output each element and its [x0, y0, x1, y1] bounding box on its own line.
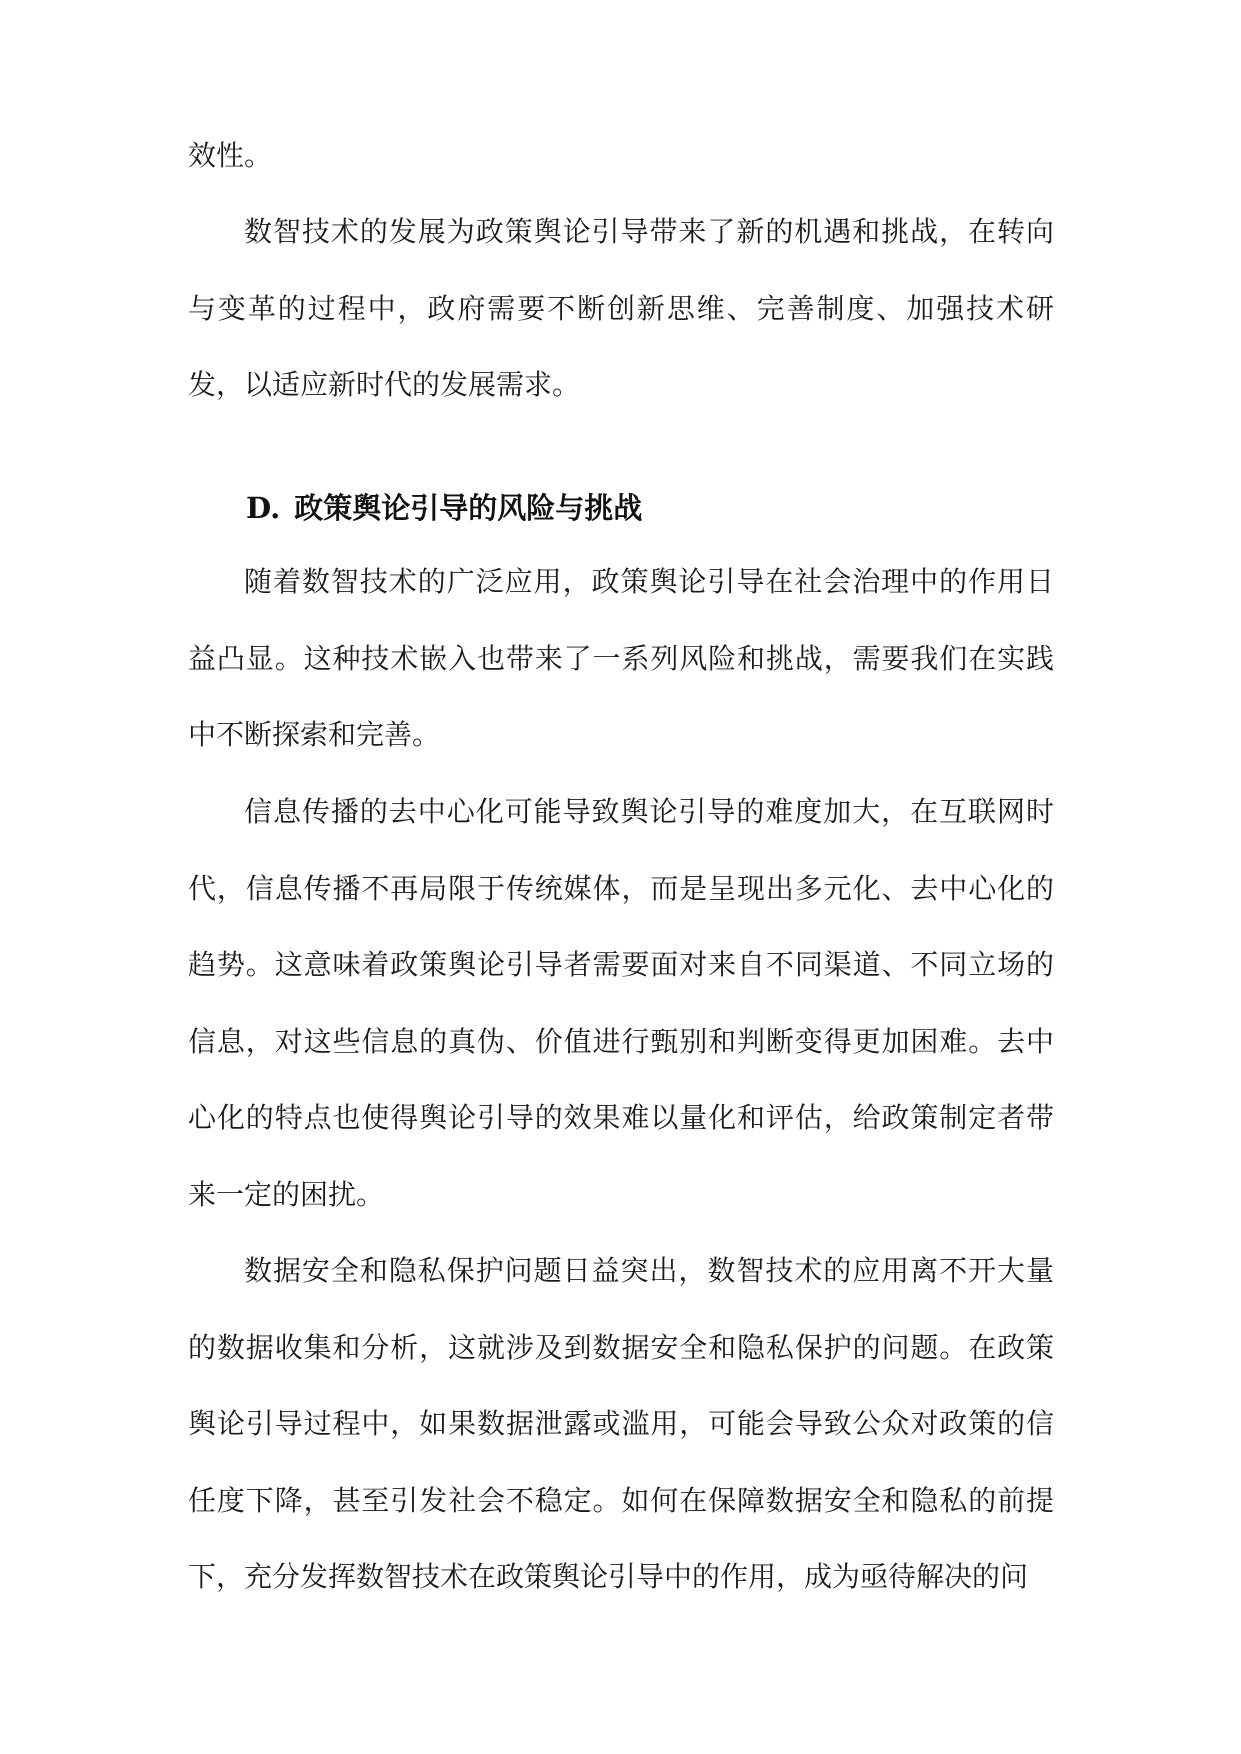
section-number: D.	[246, 491, 281, 525]
paragraph-decentralization: 信息传播的去中心化可能导致舆论引导的难度加大，在互联网时代，信息传播不再局限于传统媒体，而是呈现出多元化、去中心化的趋势。这意味着政策舆论引导者需要面对来自不同渠道、不同立场的信息，对这些信息的真伪、价值进行甄别和判断变得更加困难。去中心化的特点也使得舆论引导的效果难以量化和评估，给政策制定者带来一定的困扰。	[188, 795, 1054, 1211]
section-title: 政策舆论引导的风险与挑战	[294, 491, 643, 525]
paragraph-risks-intro: 随着数智技术的广泛应用，政策舆论引导在社会治理中的作用日益凸显。这种技术嵌入也带来了一系列风险和挑战，需要我们在实践中不断探索和完善。	[188, 565, 1054, 751]
paragraph-tech-development: 数智技术的发展为政策舆论引导带来了新的机遇和挑战，在转向与变革的过程中，政府需要不断创新思维、完善制度、加强技术研发，以适应新时代的发展需求。	[188, 215, 1054, 401]
paragraph-data-security: 数据安全和隐私保护问题日益突出，数智技术的应用离不开大量的数据收集和分析，这就涉及到数据安全和隐私保护的问题。在政策舆论引导过程中，如果数据泄露或滥用，可能会导致公众对政策的信任度下降，甚至引发社会不稳定。如何在保障数据安全和隐私的前提下，充分发挥数智技术在政策舆论引导中的作用，成为亟待解决的问	[188, 1254, 1054, 1593]
section-heading	[246, 478, 642, 538]
paragraph-continuation: 效性。	[188, 139, 273, 172]
